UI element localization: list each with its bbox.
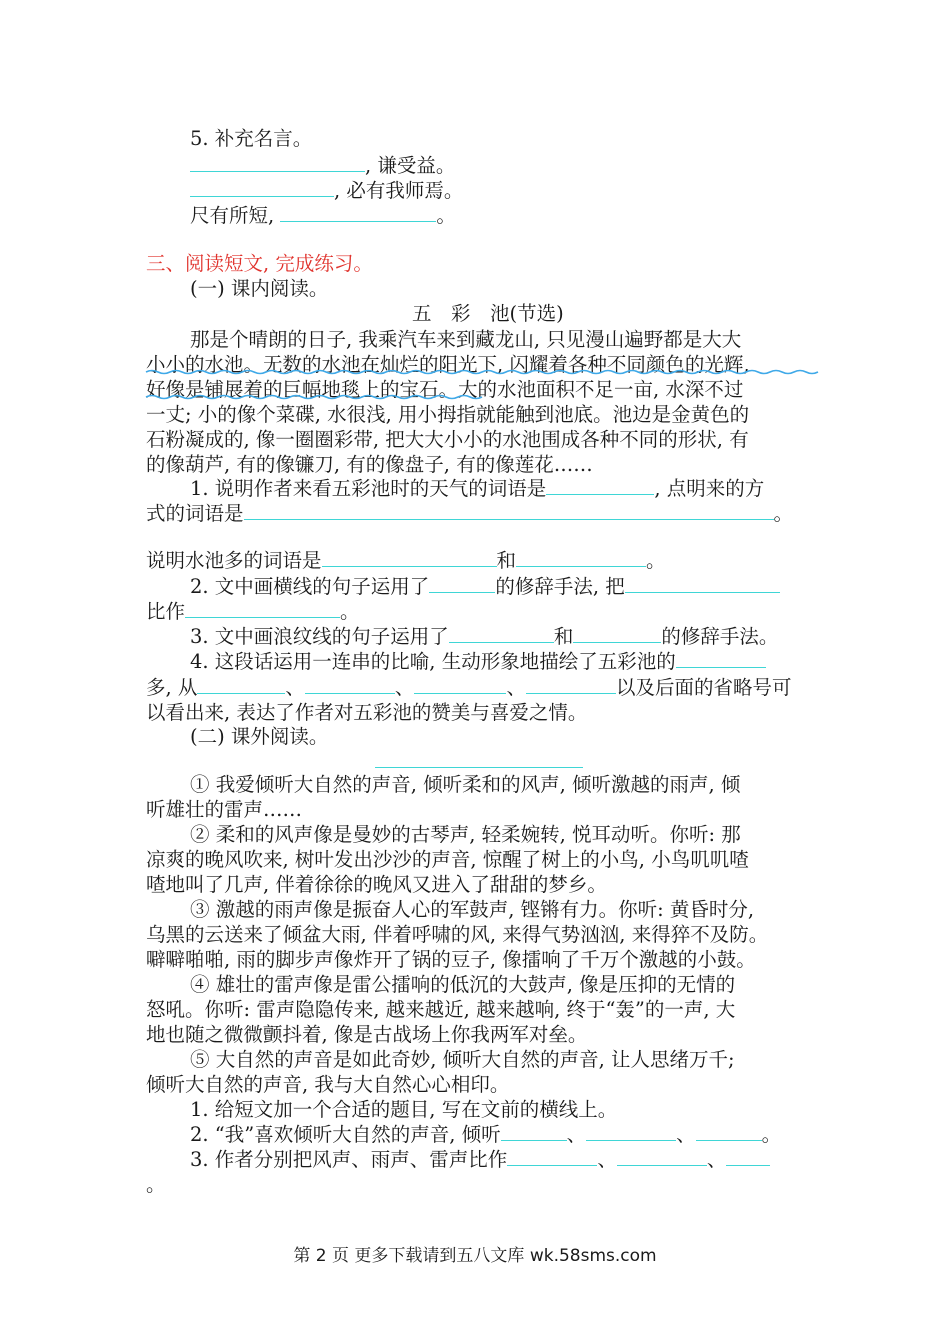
answer-blank[interactable] <box>573 624 661 643</box>
quote-line-1: , 谦受益。 <box>190 153 455 179</box>
passage-title: 五 彩 池(节选) <box>412 302 564 325</box>
p2-q3: 3. 作者分别把风声、雨声、雷声比作 、 、 <box>190 1147 770 1173</box>
answer-blank[interactable] <box>625 574 780 593</box>
wavy-underline <box>146 396 482 399</box>
wavy-underline <box>146 371 818 374</box>
answer-blank[interactable] <box>501 1122 567 1141</box>
passage2-line: ② 柔和的风声像是曼妙的古琴声, 轻柔婉转, 悦耳动听。你听: 那 <box>190 823 741 846</box>
answer-blank[interactable] <box>617 1147 707 1166</box>
answer-blank[interactable] <box>516 548 646 567</box>
answer-blank[interactable] <box>197 675 285 694</box>
passage2-line: 倾听大自然的声音, 我与大自然心心相印。 <box>146 1073 510 1096</box>
passage2-line: 乌黑的云送来了倾盆大雨, 伴着呼啸的风, 来得气势汹汹, 来得猝不及防。 <box>146 923 769 946</box>
q1-line-2: 式的词语是 。 <box>146 502 794 525</box>
section-heading: 三、阅读短文, 完成练习。 <box>146 252 373 275</box>
answer-blank[interactable] <box>726 1147 770 1166</box>
q4-line-2: 多, 从 、 、 、 以及后面的省略号可 <box>146 676 792 699</box>
passage2-line: ③ 激越的雨声像是振奋人心的军鼓声, 铿锵有力。你听: 黄昏时分, <box>190 898 755 921</box>
passage-line: 那是个晴朗的日子, 我乘汽车来到藏龙山, 只见漫山遍野都是大大 <box>190 328 742 351</box>
passage-line: 好像是铺展着的巨幅地毯上的宝石。大的水池面积不足一亩, 水深不过 <box>146 378 744 401</box>
passage-line: 石粉凝成的, 像一圈圈彩带, 把大大小小的水池围成各种不同的形状, 有 <box>146 428 749 451</box>
answer-blank[interactable] <box>429 574 495 593</box>
passage2-line: ④ 雄壮的雷声像是雷公擂响的低沉的大鼓声, 像是压抑的无情的 <box>190 973 736 996</box>
answer-blank[interactable] <box>507 1147 597 1166</box>
q2-line-1: 2. 文中画横线的句子运用了 的修辞手法, 把 <box>190 574 780 600</box>
p2-q1: 1. 给短文加一个合适的题目, 写在文前的横线上。 <box>190 1098 618 1121</box>
passage2-line: 噼噼啪啪, 雨的脚步声像炸开了锅的豆子, 像擂响了千万个激越的小鼓。 <box>146 948 756 971</box>
passage2-line: 听雄壮的雷声…… <box>146 798 303 821</box>
p2-q2: 2. “我”喜欢倾听大自然的声音, 倾听 、 、 。 <box>190 1123 782 1146</box>
passage-line: 一丈; 小的像个菜碟, 水很浅, 用小拇指就能触到池底。池边是金黄色的 <box>146 403 750 426</box>
quote-line-3: 尺有所短, 。 <box>190 204 456 227</box>
answer-blank[interactable] <box>414 675 506 694</box>
subsection-inclass: (一) 课内阅读。 <box>190 277 329 300</box>
passage2-line: 地也随之微微颤抖着, 像是古战场上你我两军对垒。 <box>146 1023 588 1046</box>
answer-blank[interactable] <box>546 476 654 495</box>
q3-line: 3. 文中画浪纹线的句子运用了 和 的修辞手法。 <box>190 625 779 648</box>
p2-q3-end: 。 <box>146 1173 166 1196</box>
answer-blank[interactable] <box>322 548 497 567</box>
answer-blank[interactable] <box>244 501 774 520</box>
answer-blank[interactable] <box>526 675 616 694</box>
passage2-line: 喳地叫了几声, 伴着徐徐的晚风又进入了甜甜的梦乡。 <box>146 873 607 896</box>
passage2-line: 怒吼。你听: 雷声隐隐传来, 越来越近, 越来越响, 终于“轰”的一声, 大 <box>146 998 736 1021</box>
q1-line-3: 说明水池多的词语是 和 。 <box>146 549 666 572</box>
passage-line: 小小的水池。无数的水池在灿烂的阳光下, 闪耀着各种不同颜色的光辉, <box>146 353 750 376</box>
passage2-line: ① 我爱倾听大自然的声音, 倾听柔和的风声, 倾听激越的雨声, 倾 <box>190 773 741 796</box>
question-5: 5. 补充名言。 <box>190 127 313 150</box>
q2-line-2: 比作 。 <box>146 600 360 623</box>
subsection-extra: (二) 课外阅读。 <box>190 725 329 748</box>
answer-blank[interactable] <box>449 624 554 643</box>
passage-line: 的像葫芦, 有的像镰刀, 有的像盘子, 有的像莲花…… <box>146 453 593 476</box>
answer-blank[interactable] <box>305 675 395 694</box>
q1-line-1: 1. 说明作者来看五彩池时的天气的词语是 , 点明来的方 <box>190 477 765 500</box>
answer-blank[interactable] <box>696 1122 762 1141</box>
passage2-line: 凉爽的晚风吹来, 树叶发出沙沙的声音, 惊醒了树上的小鸟, 小鸟叽叽喳 <box>146 848 749 871</box>
page-footer: 第 2 页 更多下载请到五八文库 wk.58sms.com <box>293 1246 657 1266</box>
title-blank[interactable] <box>375 767 583 768</box>
answer-blank[interactable] <box>185 599 340 618</box>
q4-line-3: 以看出来, 表达了作者对五彩池的赞美与喜爱之情。 <box>146 701 588 724</box>
q4-line-1: 4. 这段话运用一连串的比喻, 生动形象地描绘了五彩池的 <box>190 649 766 675</box>
quote-line-2: , 必有我师焉。 <box>190 178 463 204</box>
answer-blank[interactable] <box>676 649 766 668</box>
answer-blank[interactable] <box>586 1122 676 1141</box>
passage2-line: ⑤ 大自然的声音是如此奇妙, 倾听大自然的声音, 让人思绪万千; <box>190 1048 735 1071</box>
